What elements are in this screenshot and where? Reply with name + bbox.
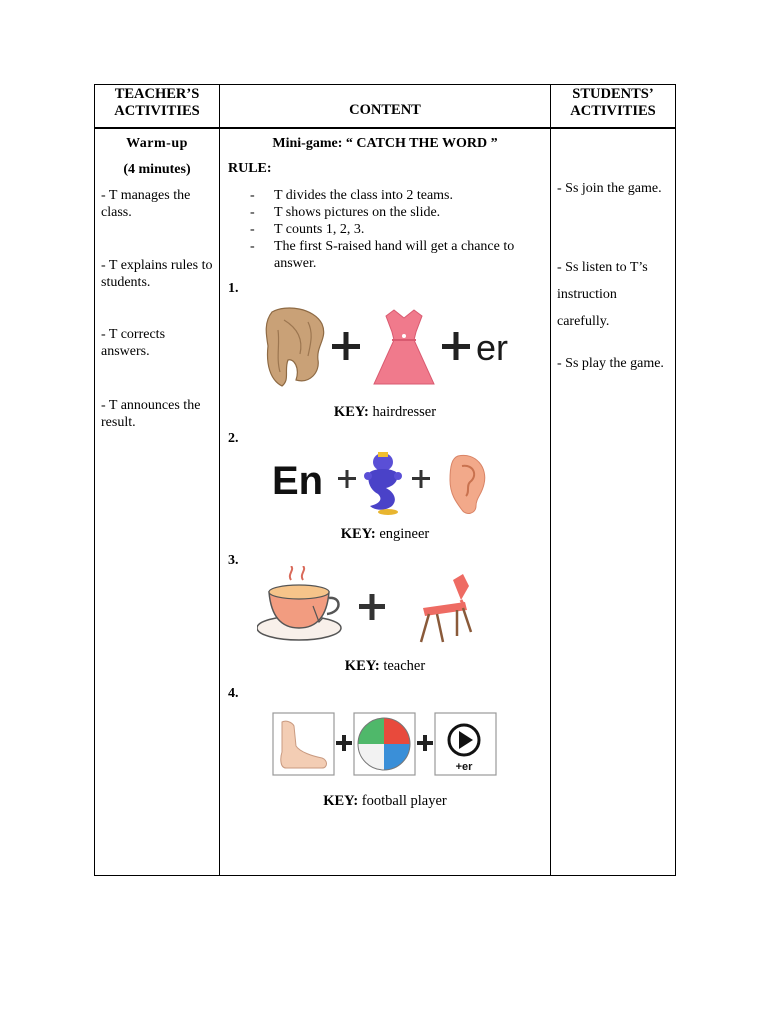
- puzzle-4-picture: [272, 712, 502, 778]
- puzzle-tail-text: +er: [455, 761, 473, 773]
- plus-icon: [417, 735, 433, 751]
- table-bottom-border: [94, 875, 676, 876]
- hair-icon: [266, 308, 323, 386]
- puzzle-3-picture: [257, 566, 513, 648]
- rule-item: - T divides the class into 2 teams.: [250, 188, 453, 203]
- header-teacher-activities: TEACHER’S ACTIVITIES: [114, 86, 200, 119]
- plus-icon: [442, 332, 470, 360]
- answer-key: KEY: teacher: [344, 658, 426, 674]
- puzzle-lead-text: En: [272, 459, 324, 503]
- plus-icon: [332, 332, 360, 360]
- answer-key: KEY: football player: [323, 793, 447, 809]
- plus-icon: [338, 470, 356, 488]
- chair-icon: [421, 574, 471, 642]
- table-right-border: [675, 84, 676, 876]
- student-activity-item: instruction: [557, 287, 617, 302]
- teacher-activity-item: - T manages the class.: [101, 188, 191, 220]
- answer-key: KEY: hairdresser: [333, 404, 437, 420]
- rule-item: - The first S-raised hand will get a chance to answer.: [250, 239, 515, 271]
- tea-cup-icon: [257, 566, 341, 640]
- lesson-plan-table: [94, 84, 676, 876]
- answer-key: KEY: engineer: [340, 526, 430, 542]
- rules-list: [228, 187, 546, 272]
- plus-icon: [359, 594, 385, 620]
- column-divider-1: [219, 84, 220, 876]
- student-activity-item: - Ss listen to T’s: [557, 260, 648, 275]
- ear-icon: [450, 455, 485, 513]
- plus-icon: [336, 735, 352, 751]
- student-activity-item: carefully.: [557, 314, 610, 329]
- teacher-activity-item: - T explains rules to students.: [101, 258, 213, 290]
- student-activity-item: - Ss join the game.: [557, 181, 662, 196]
- puzzle-number: 2.: [228, 431, 239, 446]
- dress-icon: [374, 310, 434, 384]
- ball-icon: [354, 713, 415, 775]
- puzzle-2-picture: [270, 450, 500, 516]
- genie-icon: [364, 452, 402, 515]
- table-left-border: [94, 84, 95, 876]
- header-content: CONTENT: [349, 102, 421, 118]
- student-activity-item: - Ss play the game.: [557, 356, 664, 371]
- rule-label: RULE:: [228, 161, 272, 176]
- stage-title: Warm-up: [126, 136, 188, 151]
- puzzle-number: 1.: [228, 281, 239, 296]
- table-top-border: [94, 84, 676, 85]
- teacher-activity-item: - T announces the result.: [101, 398, 201, 430]
- stage-time: (4 minutes): [123, 162, 191, 177]
- rule-item: - T counts 1, 2, 3.: [250, 222, 365, 237]
- teacher-activity-item: - T corrects answers.: [101, 327, 166, 359]
- puzzle-number: 4.: [228, 686, 239, 701]
- header-divider: [94, 127, 676, 129]
- rule-item: - T shows pictures on the slide.: [250, 205, 441, 220]
- plus-icon: [412, 470, 430, 488]
- header-students-activities: STUDENTS’ ACTIVITIES: [570, 86, 656, 119]
- puzzle-number: 3.: [228, 553, 239, 568]
- foot-icon: [273, 713, 334, 775]
- play-button-icon: [435, 713, 496, 775]
- game-title: Mini-game: “ CATCH THE WORD ”: [272, 136, 498, 151]
- column-divider-2: [550, 84, 551, 876]
- puzzle-1-picture: [264, 306, 514, 388]
- puzzle-tail-text: er: [476, 327, 509, 368]
